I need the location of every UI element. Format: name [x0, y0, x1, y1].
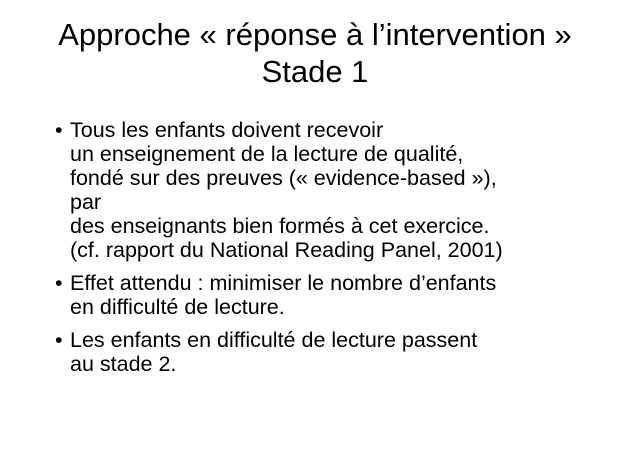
bullet-list	[55, 118, 615, 385]
bullet-marker: •	[55, 328, 63, 352]
bullet-3-line-1: Les enfants en difficulté de lecture passent	[70, 328, 478, 352]
slide-title-line-1: Approche « réponse à l’intervention »	[58, 17, 572, 52]
bullet-2-line-2: en difficulté de lecture.	[70, 295, 285, 319]
bullet-item-3	[55, 328, 615, 376]
bullet-item-2	[55, 271, 615, 319]
bullet-1-line-3: fondé sur des preuves (« evidence-based »),	[70, 166, 497, 190]
bullet-3-line-2: au stade 2.	[70, 352, 177, 376]
bullet-1-line-1: Tous les enfants doivent recevoir	[70, 118, 384, 142]
bullet-1-line-6: (cf. rapport du National Reading Panel, 2001)	[70, 238, 503, 262]
bullet-marker: •	[55, 271, 63, 295]
slide-title	[0, 16, 630, 90]
slide-title-line-2: Stade 1	[261, 54, 369, 89]
bullet-marker: •	[55, 118, 63, 142]
bullet-2-line-1: Effet attendu : minimiser le nombre d’enfants	[70, 271, 497, 295]
bullet-1-line-2: un enseignement de la lecture de qualité,	[70, 142, 464, 166]
bullet-1-line-5: des enseignants bien formés à cet exercice.	[70, 214, 490, 238]
bullet-item-1	[55, 118, 615, 262]
bullet-1-line-4: par	[70, 190, 102, 214]
